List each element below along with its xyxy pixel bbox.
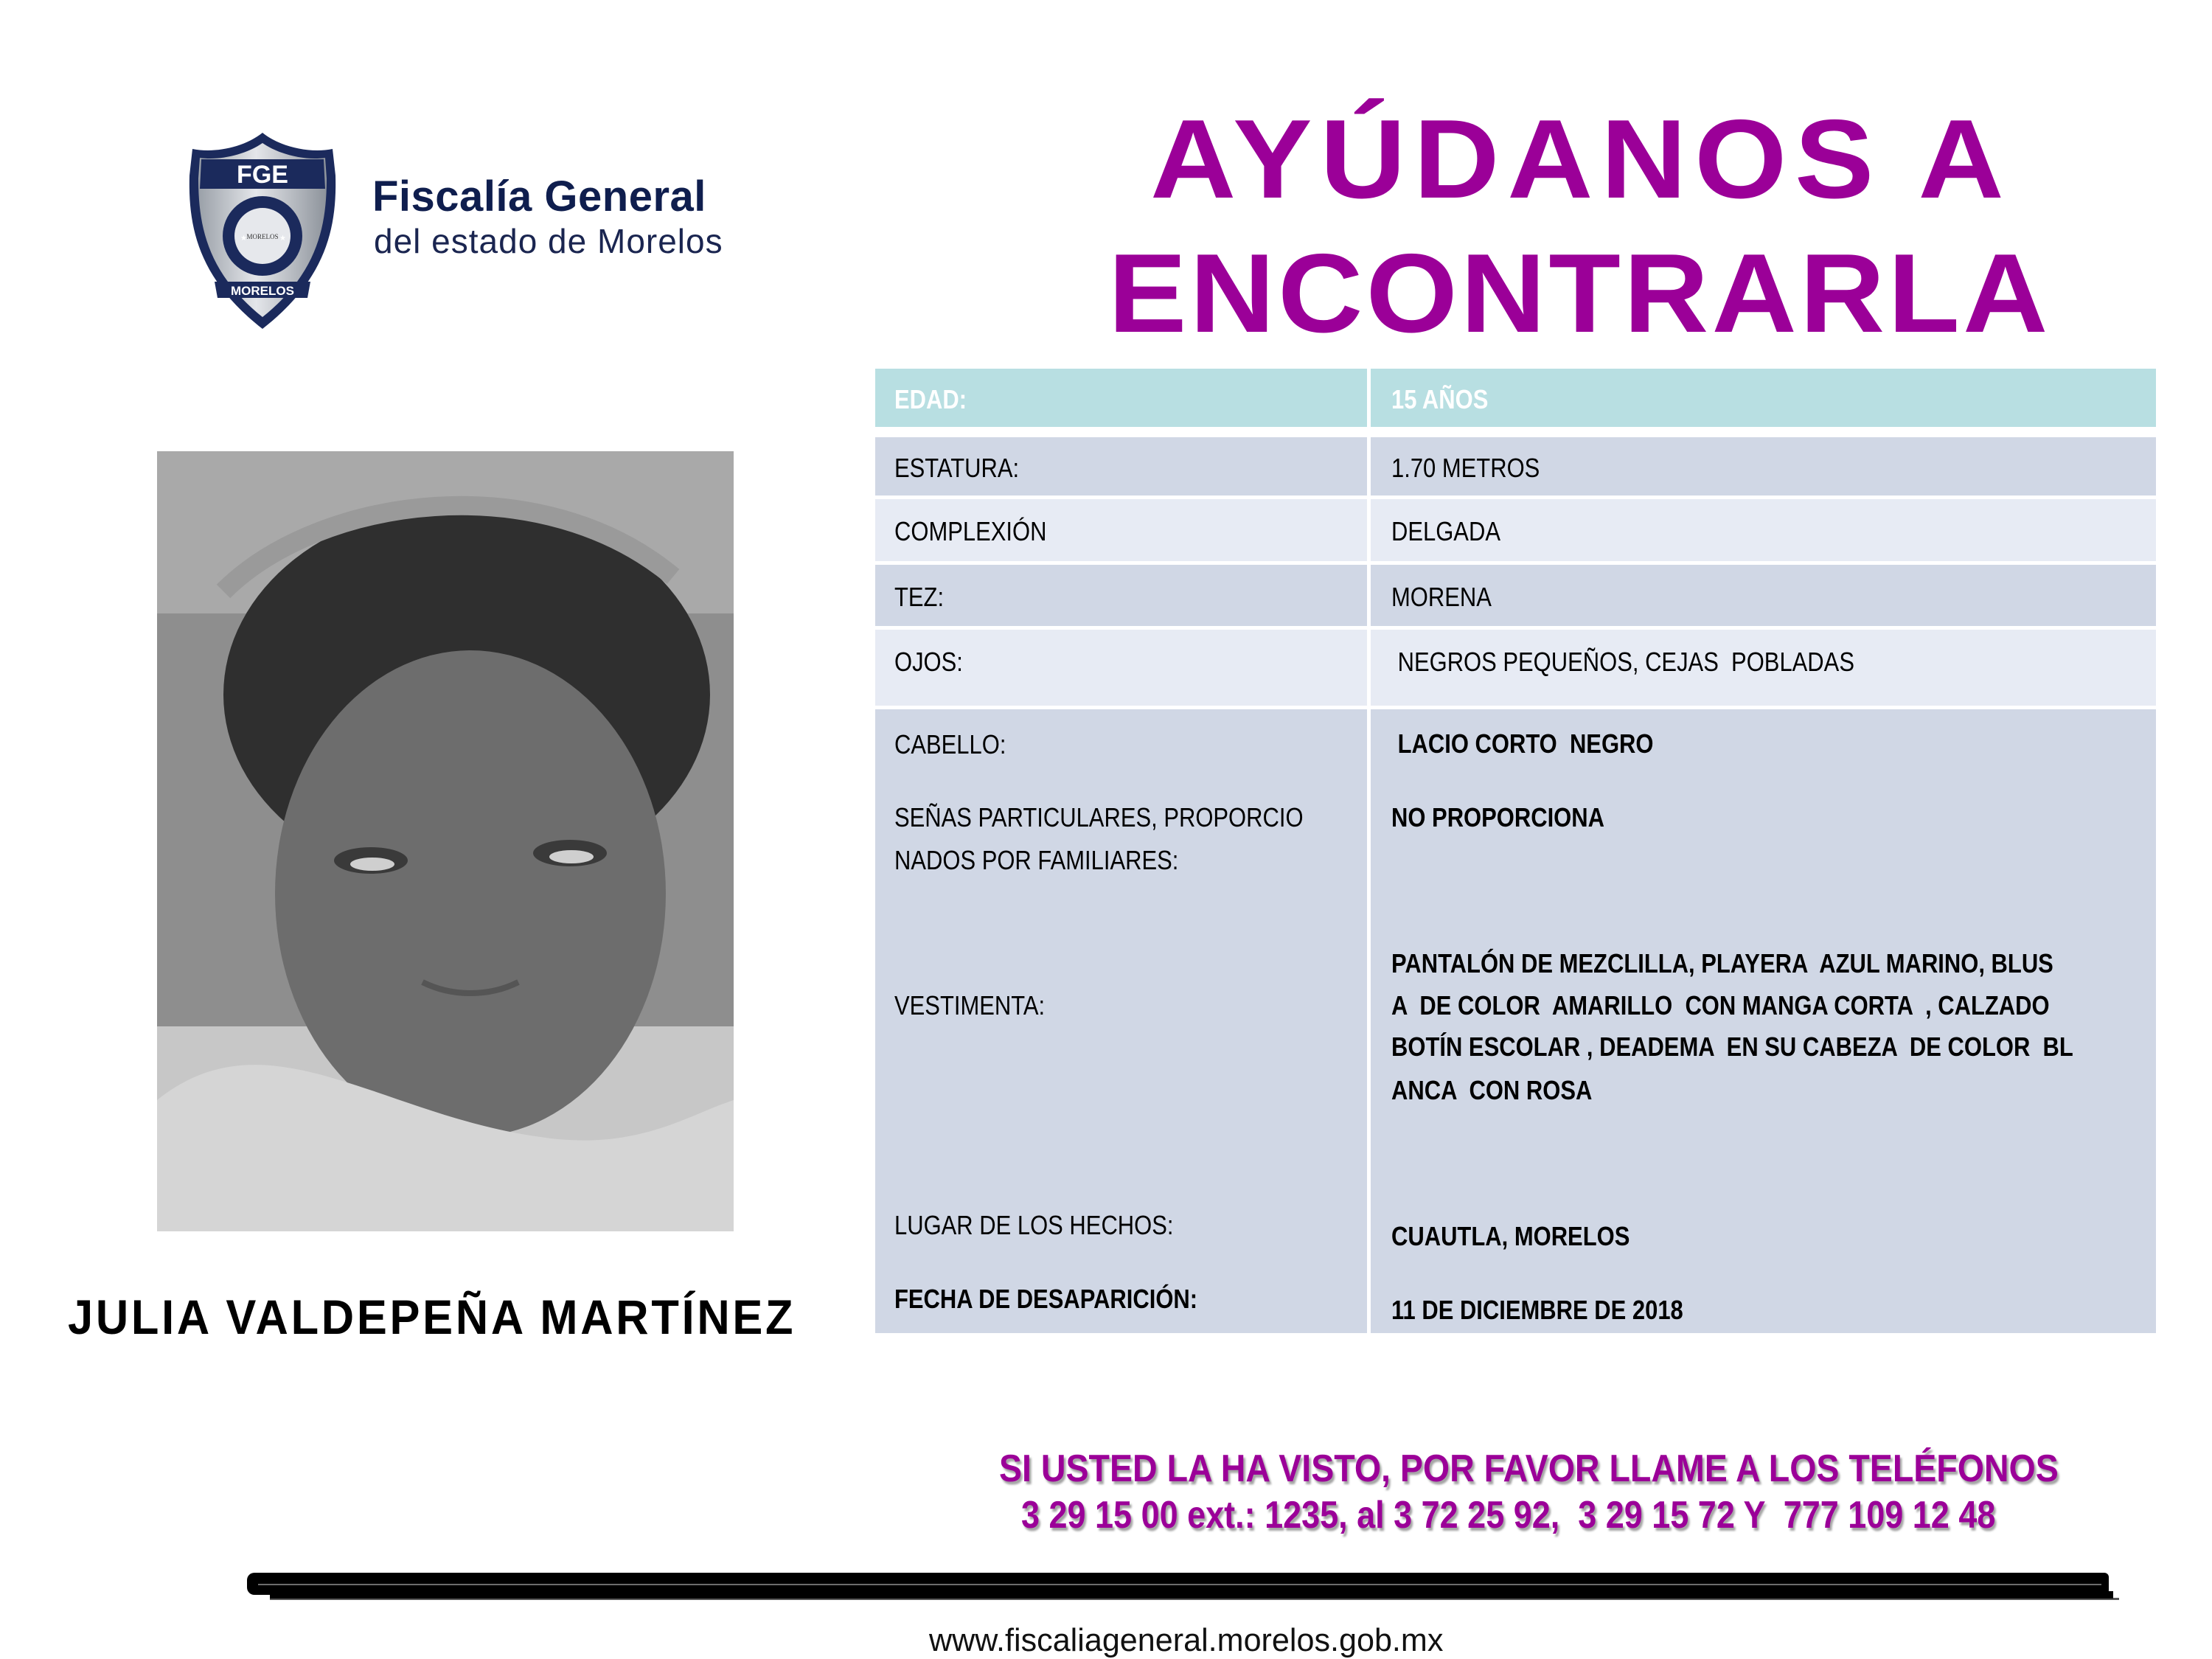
value-cell	[1371, 630, 2156, 706]
value-cell	[1371, 369, 2156, 427]
org-subtitle: del estado de Morelos	[374, 222, 723, 260]
table-row-edad	[875, 369, 2156, 427]
contact-phone-numbers: 3 29 15 00 ext.: 1235, al 3 72 25 92, 3 29 15 72 Y 777 109 12 48	[1021, 1494, 1996, 1537]
label-cell	[875, 437, 1367, 495]
table-row-tez	[875, 565, 2156, 626]
value-cell	[1371, 499, 2156, 561]
missing-person-photo	[157, 451, 734, 1231]
label-cell	[875, 565, 1367, 626]
value-fecha: 11 DE DICIEMBRE DE 2018	[1391, 1295, 1683, 1325]
label-cabello: CABELLO:	[894, 729, 1006, 759]
svg-text:MORELOS: MORELOS	[246, 233, 279, 240]
value-vestimenta-line: PANTALÓN DE MEZCLILLA, PLAYERA AZUL MARINO, BLUS	[1391, 948, 2053, 978]
label-fecha: FECHA DE DESAPARICIÓN:	[894, 1284, 1198, 1314]
headline-line-1: AYÚDANOS A	[1150, 97, 2012, 222]
value-vestimenta-line: A DE COLOR AMARILLO CON MANGA CORTA , CALZADO	[1391, 990, 2050, 1020]
svg-text:★: ★	[240, 234, 247, 243]
portrait-placeholder-icon	[157, 451, 734, 1231]
value-edad: 15 AÑOS	[1391, 384, 1489, 414]
shield-icon	[185, 131, 340, 332]
table-row-estatura	[875, 437, 2156, 495]
fge-badge-logo	[185, 131, 340, 332]
value-cell	[1371, 437, 2156, 495]
value-tez: MORENA	[1391, 582, 1492, 612]
value-cabello: LACIO CORTO NEGRO	[1391, 728, 1654, 759]
table-row-complexion	[875, 499, 2156, 561]
label-cell	[875, 630, 1367, 706]
label-ojos: OJOS:	[894, 647, 963, 677]
table-row-block	[875, 709, 2156, 1333]
value-vestimenta-line: ANCA CON ROSA	[1391, 1075, 1593, 1105]
label-vestimenta: VESTIMENTA:	[894, 990, 1046, 1020]
svg-text:★: ★	[279, 234, 286, 243]
label-senas-line2: NADOS POR FAMILIARES:	[894, 845, 1179, 875]
label-lugar: LUGAR DE LOS HECHOS:	[894, 1210, 1174, 1240]
label-estatura: ESTATURA:	[894, 453, 1020, 483]
org-name: Fiscalía General	[372, 173, 706, 220]
footer-divider-bar-lower	[270, 1591, 2113, 1599]
footer-divider-line	[258, 1584, 2101, 1585]
value-complexion: DELGADA	[1391, 516, 1500, 546]
label-cell	[875, 369, 1367, 427]
label-edad: EDAD:	[894, 384, 967, 414]
label-cell	[875, 709, 1367, 1333]
label-senas-line1: SEÑAS PARTICULARES, PROPORCIO	[894, 802, 1304, 832]
svg-text:FGE: FGE	[237, 161, 288, 189]
headline-line-2: ENCONTRARLA	[1108, 231, 2051, 356]
svg-text:MORELOS: MORELOS	[231, 284, 294, 298]
value-vestimenta-line: BOTÍN ESCOLAR , DEADEMA EN SU CABEZA DE COLOR BL	[1391, 1032, 2073, 1062]
value-lugar: CUAUTLA, MORELOS	[1391, 1221, 1630, 1251]
value-estatura: 1.70 METROS	[1391, 453, 1540, 483]
label-cell	[875, 499, 1367, 561]
label-complexion: COMPLEXIÓN	[894, 516, 1047, 546]
value-cell	[1371, 709, 2156, 1333]
value-cell	[1371, 565, 2156, 626]
table-row-ojos	[875, 630, 2156, 706]
missing-person-name: JULIA VALDEPEÑA MARTÍNEZ	[68, 1290, 796, 1344]
value-ojos: NEGROS PEQUEÑOS, CEJAS POBLADAS	[1391, 647, 1854, 677]
label-tez: TEZ:	[894, 582, 945, 612]
contact-prompt: SI USTED LA HA VISTO, POR FAVOR LLAME A LOS TELÉFONOS	[999, 1447, 2059, 1490]
website-link[interactable]: www.fiscaliageneral.morelos.gob.mx	[929, 1622, 1444, 1658]
value-senas: NO PROPORCIONA	[1391, 802, 1604, 832]
